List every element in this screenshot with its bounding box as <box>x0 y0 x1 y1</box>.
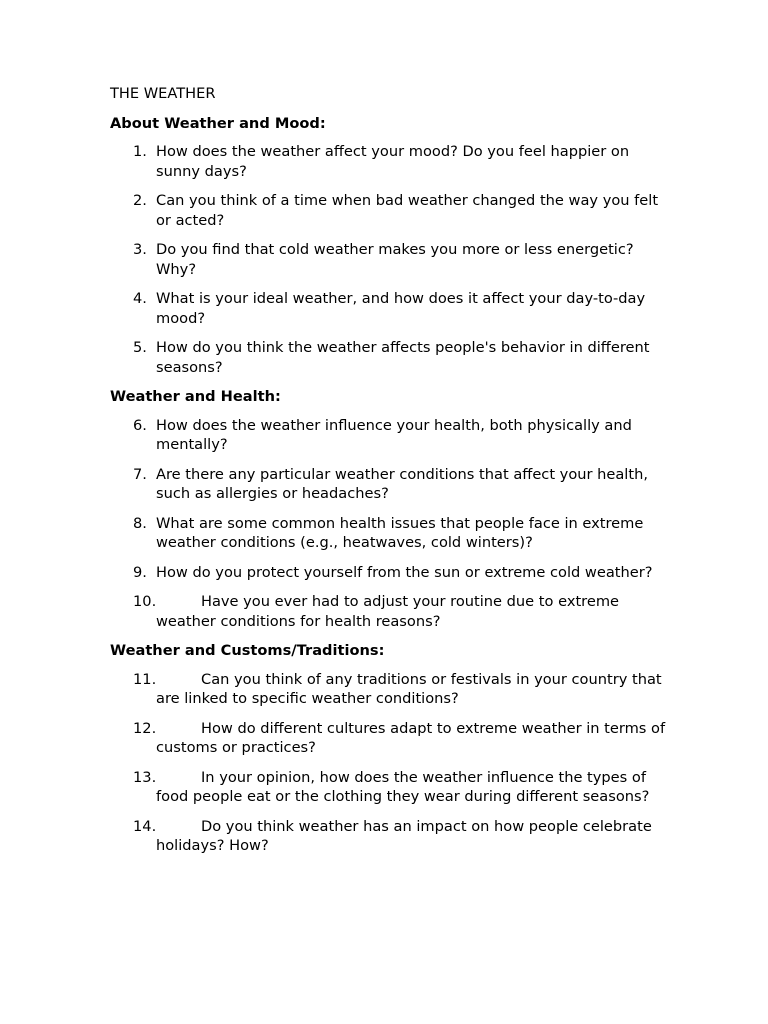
list-item <box>110 338 670 377</box>
item-text: What are some common health issues that people face in extreme weather conditions (e.g., heatwaves, cold winters)? <box>156 514 644 551</box>
item-text: How do different cultures adapt to extreme weather in terms of customs or practices? <box>156 719 666 756</box>
section-heading-health: Weather and Health: <box>110 388 281 405</box>
item-text: Do you find that cold weather makes you more or less energetic? Why? <box>156 241 634 278</box>
list-item <box>110 719 670 758</box>
item-text: Can you think of a time when bad weather changed the way you felt or acted? <box>156 192 659 229</box>
list-item <box>110 416 670 455</box>
list-item <box>110 514 670 553</box>
question-list-customs <box>110 670 670 856</box>
item-text: Have you ever had to adjust your routine due to extreme weather conditions for health reasons? <box>156 593 620 630</box>
section-heading-customs: Weather and Customs/Traditions: <box>110 642 385 659</box>
item-number: 4. <box>133 290 147 307</box>
item-text: What is your ideal weather, and how does it affect your day-to-day mood? <box>156 290 646 327</box>
item-number: 10. <box>133 593 157 610</box>
list-item <box>110 465 670 504</box>
item-number: 12. <box>133 719 157 737</box>
item-text: Can you think of any traditions or festivals in your country that are linked to specific weather conditions? <box>156 670 662 707</box>
item-number: 6. <box>133 416 147 434</box>
document-title: THE WEATHER <box>110 85 216 102</box>
question-list-mood <box>110 142 670 377</box>
document-page <box>110 84 670 866</box>
item-number: 5. <box>133 339 147 356</box>
item-number: 1. <box>133 143 147 160</box>
item-number: 9. <box>133 563 147 581</box>
list-item <box>110 563 670 583</box>
item-text: How do you protect yourself from the sun or extreme cold weather? <box>156 563 653 581</box>
item-text: Are there any particular weather conditions that affect your health, such as allergies or headaches? <box>156 465 648 502</box>
item-number: 8. <box>133 514 147 532</box>
item-text: Do you think weather has an impact on how people celebrate holidays? How? <box>156 817 652 854</box>
item-text: In your opinion, how does the weather influence the types of food people eat or the clothing they wear during different seasons? <box>156 768 650 805</box>
list-item <box>110 817 670 856</box>
item-number: 2. <box>133 192 147 209</box>
item-number: 11. <box>133 670 157 688</box>
item-number: 14. <box>133 817 157 835</box>
list-item <box>110 240 670 279</box>
list-item <box>110 670 670 709</box>
list-item <box>110 768 670 807</box>
list-item <box>110 191 670 230</box>
item-text: How do you think the weather affects people's behavior in different seasons? <box>156 339 650 376</box>
item-text: How does the weather affect your mood? Do you feel happier on sunny days? <box>156 143 630 180</box>
item-number: 3. <box>133 241 147 258</box>
section-heading-mood: About Weather and Mood: <box>110 114 326 132</box>
item-number: 13. <box>133 768 157 786</box>
list-item <box>110 142 670 181</box>
item-text: How does the weather influence your health, both physically and mentally? <box>156 416 632 453</box>
list-item <box>110 289 670 328</box>
item-number: 7. <box>133 465 147 483</box>
list-item <box>110 592 670 631</box>
question-list-health <box>110 416 670 632</box>
